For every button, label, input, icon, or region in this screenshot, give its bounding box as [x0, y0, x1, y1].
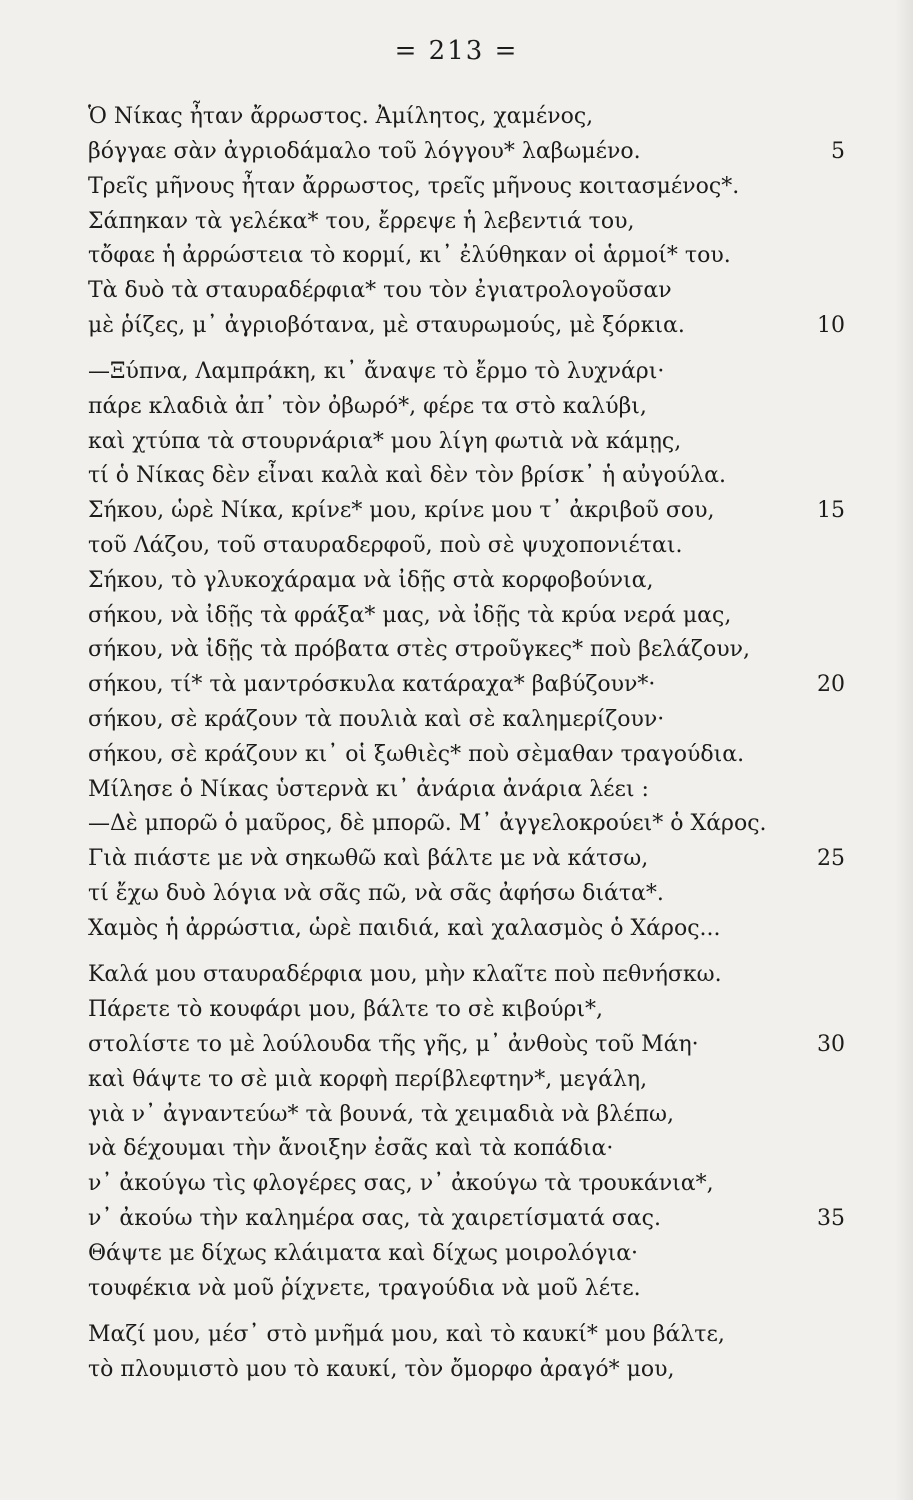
verse-line: ν᾿ ἀκούγω τὶς φλογέρες σας, ν᾿ ἀκούγω τὰ τρουκάνια*,	[88, 1171, 714, 1196]
verse-line: σήκου, νὰ ἰδῇς τὰ φράξα* μας, νὰ ἰδῇς τὰ κρύα νερά μας,	[88, 603, 732, 628]
verse-line: σήκου, σὲ κράζουν τὰ πουλιὰ καὶ σὲ καλημερίζουν·	[88, 707, 665, 732]
verse-line: καὶ θάψτε το σὲ μιὰ κορφὴ περίβλεφτην*, μεγάλη,	[88, 1067, 648, 1092]
page-edge-shadow	[895, 0, 913, 1500]
verse-line: Θάψτε με δίχως κλάιματα καὶ δίχως μοιρολόγια·	[88, 1241, 639, 1266]
verse-line: Χαμὸς ἡ ἀρρώστια, ὡρὲ παιδιά, καὶ χαλασμὸς ὁ Χάρος...	[88, 916, 721, 941]
line-number: 25	[817, 846, 845, 871]
page-number: = 213 =	[394, 36, 519, 66]
verse-line: σήκου, τί* τὰ μαντρόσκυλα κατάραχα* βαβύζουν*·	[88, 672, 656, 697]
verse-line: πάρε κλαδιὰ ἀπ᾿ τὸν ὀβωρό*, φέρε τα στὸ καλύβι,	[88, 394, 647, 419]
verse-line: Σάπηκαν τὰ γελέκα* του, ἔρρεψε ἡ λεβεντιά του,	[88, 209, 635, 234]
verse-line: καὶ χτύπα τὰ στουρνάρια* μου λίγη φωτιὰ νὰ κάμῃς,	[88, 429, 682, 454]
verse-line: Γιὰ πιάστε με νὰ σηκωθῶ καὶ βάλτε με νὰ κάτσω,	[88, 846, 649, 871]
verse-line: γιὰ ν᾿ ἀγναντεύω* τὰ βουνά, τὰ χειμαδιὰ νὰ βλέπω,	[88, 1102, 674, 1127]
verse-line: Πάρετε τὸ κουφάρι μου, βάλτε το σὲ κιβούρι*,	[88, 997, 604, 1022]
verse-line: Τὰ δυὸ τὰ σταυραδέρφια* του τὸν ἐγιατρολογοῦσαν	[88, 278, 672, 303]
verse-line: —Ξύπνα, Λαμπράκη, κι᾿ ἄναψε τὸ ἔρμο τὸ λυχνάρι·	[88, 359, 665, 384]
verse-line: Σήκου, τὸ γλυκοχάραμα νὰ ἰδῇς στὰ κορφοβούνια,	[88, 568, 654, 593]
verse-line: τί ὁ Νίκας δὲν εἶναι καλὰ καὶ δὲν τὸν βρίσκ᾿ ἡ αὐγούλα.	[88, 463, 726, 488]
line-number: 5	[831, 139, 845, 164]
verse-line: μὲ ῥίζες, μ᾿ ἀγριοβότανα, μὲ σταυρωμούς, μὲ ξόρκια.	[88, 313, 685, 338]
verse-line: Ὁ Νίκας ἦταν ἄρρωστος. Ἀμίλητος, χαμένος,	[88, 104, 594, 129]
line-number: 30	[817, 1032, 845, 1057]
line-number: 20	[817, 672, 845, 697]
verse-line: τί ἔχω δυὸ λόγια νὰ σᾶς πῶ, νὰ σᾶς ἀφήσω διάτα*.	[88, 881, 664, 906]
verse-line: σήκου, νὰ ἰδῇς τὰ πρόβατα στὲς στροῦγκες* ποὺ βελάζουν,	[88, 637, 750, 662]
verse-line: Μίλησε ὁ Νίκας ὑστερνὰ κι᾿ ἀνάρια ἀνάρια λέει :	[88, 777, 649, 802]
verse-line: στολίστε το μὲ λούλουδα τῆς γῆς, μ᾿ ἀνθοὺς τοῦ Μάη·	[88, 1032, 699, 1057]
verse-line: τὄφαε ἡ ἀρρώστεια τὸ κορμί, κι᾿ ἐλύθηκαν οἱ ἁρμοί* του.	[88, 243, 731, 268]
verse-line: τὸ πλουμιστὸ μου τὸ καυκί, τὸν ὄμορφο ἀραγό* μου,	[88, 1357, 675, 1382]
verse-line: τουφέκια νὰ μοῦ ῥίχνετε, τραγούδια νὰ μοῦ λέτε.	[88, 1276, 641, 1301]
verse-line: σήκου, σὲ κράζουν κι᾿ οἱ ξωθιὲς* ποὺ σὲμαθαν τραγούδια.	[88, 742, 745, 767]
verse-line: νὰ δέχουμαι τὴν ἄνοιξην ἐσᾶς καὶ τὰ κοπάδια·	[88, 1136, 614, 1161]
line-number: 10	[817, 313, 845, 338]
verse-line: Σήκου, ὡρὲ Νίκα, κρίνε* μου, κρίνε μου τ᾿ ἀκριβοῦ σου,	[88, 498, 715, 523]
verse-line: τοῦ Λάζου, τοῦ σταυραδερφοῦ, ποὺ σὲ ψυχοπονιέται.	[88, 533, 683, 558]
line-number: 15	[817, 498, 845, 523]
verse-line: Τρεῖς μῆνους ἦταν ἄρρωστος, τρεῖς μῆνους κοιτασμένος*.	[88, 174, 740, 199]
verse-line: ν᾿ ἀκούω τὴν καλημέρα σας, τὰ χαιρετίσματά σας.	[88, 1206, 661, 1231]
line-number: 35	[817, 1206, 845, 1231]
verse-line: Καλά μου σταυραδέρφια μου, μὴν κλαῖτε ποὺ πεθνήσκω.	[88, 962, 722, 987]
verse-line: βόγγαε σὰν ἀγριοδάμαλο τοῦ λόγγου* λαβωμένο.	[88, 139, 641, 164]
verse-line: —Δὲ μπορῶ ὁ μαῦρος, δὲ μπορῶ. Μ᾿ ἀγγελοκρούει* ὁ Χάρος.	[88, 811, 767, 836]
verse-line: Μαζί μου, μέσ᾿ στὸ μνῆμά μου, καὶ τὸ καυκί* μου βάλτε,	[88, 1322, 725, 1347]
